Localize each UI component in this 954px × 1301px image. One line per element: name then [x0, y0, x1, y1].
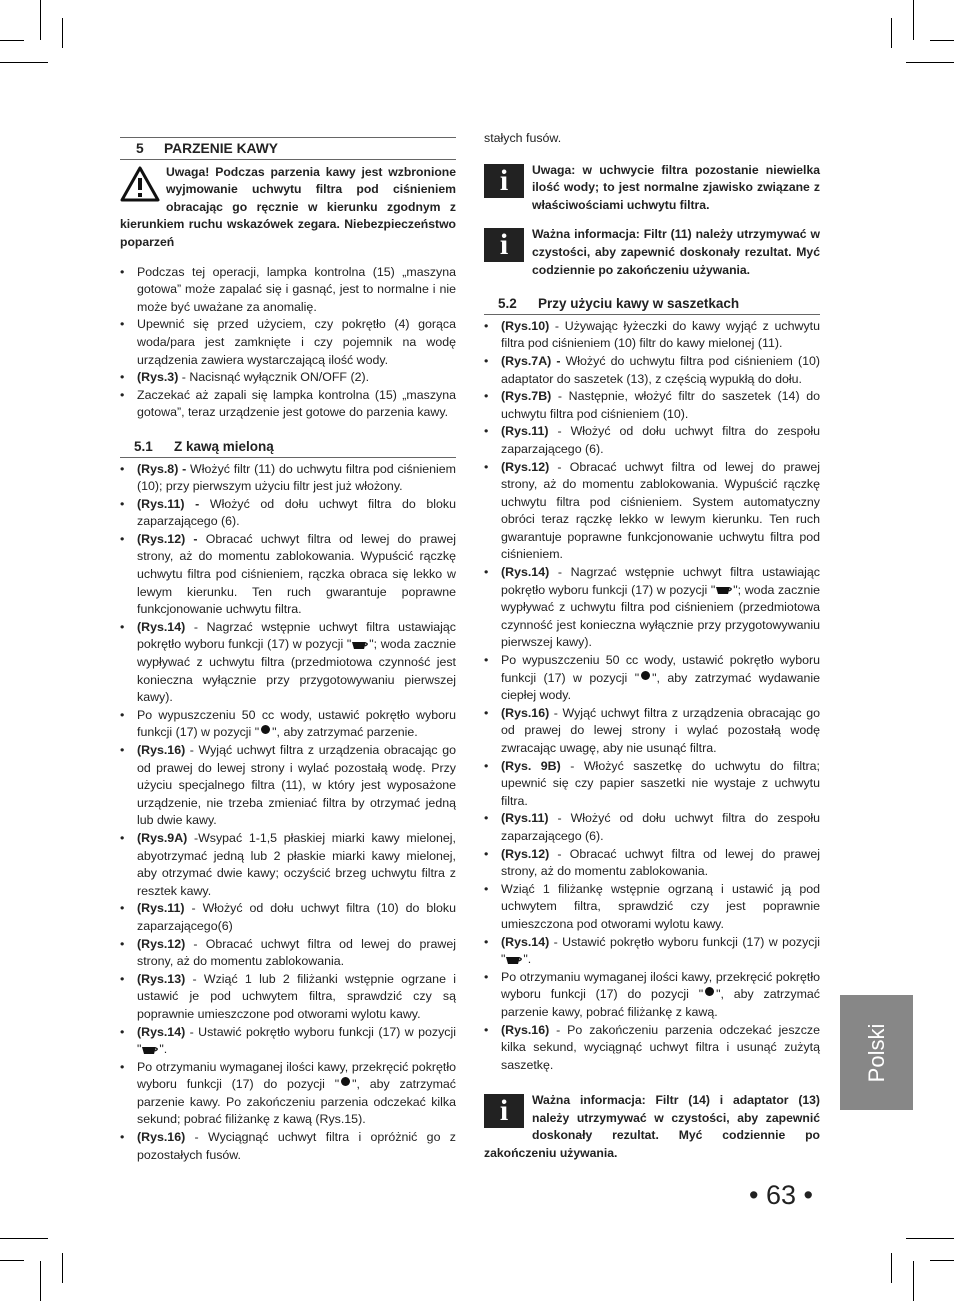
- list-item: [484, 934, 820, 969]
- subsection-number: 5.2: [498, 296, 517, 312]
- item-text: - Wyjąć uchwyt filtra z urządzenia obracając go od prawej do lewej strony i wylać pozostałą wodę. Przy użyciu specjalnego filtra (11), w który jest wyposażone urządzenie, nie trzeba zmieniać filtra by otrzymać jedną lub dwie kawy.: [137, 743, 456, 828]
- warning-text: Uwaga! Podczas parzenia kawy jest wzbronione wyjmowanie uchwytu filtra pod ciśnieniem obracając go ręcznie w kierunku zgodnym z kierunkiem ruchu wskazówek zegara. Niebezpieczeństwo poparzeń: [120, 164, 456, 249]
- item-text: - Obracać uchwyt filtra od lewej do prawej strony, aż do momentu zablokowania. Wypuścić rączkę uchwytu filtra pod ciśnieniem. System automatyczny obróci teraz rączkę lekko w lewym kierunku. Ten ruch gwarantuje poprawne funkcjonowanie uchwytu filtra pod ciśnieniem.: [501, 459, 820, 562]
- item-text: Włożyć do uchwytu filtra pod ciśnieniem (10) adaptator do saszetek (13), z częścią wypukłą do dołu.: [501, 353, 820, 386]
- figure-reference: (Rys.11) -: [137, 496, 200, 511]
- list-item: [484, 969, 820, 1022]
- item-text: - Obracać uchwyt filtra od lewej do prawej strony, aż do momentu zablokowania.: [501, 846, 820, 879]
- list-item: [120, 707, 456, 742]
- item-text: Po otrzymaniu wymaganej ilości kawy, przekręcić pokrętło wyboru funkcji (17) do pozycji ": [501, 969, 820, 1002]
- list-item: [120, 531, 456, 619]
- section-number: 5: [136, 141, 144, 156]
- list-item: [484, 318, 820, 353]
- figure-reference: (Rys.16): [501, 705, 550, 720]
- item-text: Po wypuszczeniu 50 cc wody, ustawić pokrętło wyboru funkcji (17) w pozycji ": [137, 707, 456, 740]
- item-text: - Wyciągnąć uchwyt filtra i opróżnić go z pozostałych fusów.: [137, 1130, 456, 1162]
- item-text-tail: ", aby zatrzymać wydawanie ciepłej wody.: [501, 670, 820, 703]
- list-item: [484, 388, 820, 423]
- item-text: - Następnie, włożyć filtr do saszetek (14) do uchwytu filtra pod ciśnieniem (10).: [501, 389, 820, 421]
- figure-reference: (Rys.12): [501, 846, 550, 861]
- item-text: Podczas tej operacji, lampka kontrolna (15) „maszyna gotowa” może zapalać się i gasnąć, jest to normalne i nie może być uważane za anomalię.: [137, 264, 456, 314]
- list-item: [120, 369, 456, 387]
- list-item: [484, 1022, 820, 1075]
- dot-icon: [261, 725, 270, 734]
- item-text-tail: ", aby zatrzymać parzenie.: [272, 725, 418, 740]
- item-text: - Wyjąć uchwyt filtra z urządzenia obracając go od prawej do lewej strony i wylać pozostałą wodę zwracając uwagę, aby nie usunąć filtra.: [501, 705, 820, 755]
- page-number: • 63 •: [749, 1180, 813, 1210]
- list-item: [484, 459, 820, 565]
- cup-icon: [505, 955, 523, 965]
- list-item: [120, 264, 456, 317]
- figure-reference: (Rys.11): [501, 811, 549, 826]
- crop-mark: [0, 1238, 48, 1239]
- list-item: [120, 1024, 456, 1059]
- info-text: Ważna informacja: Filtr (14) i adaptator (13) należy utrzymywać w czystości, aby zapewnić doskonały rezultat. Myć codziennie po zakończeniu używania.: [484, 1093, 820, 1161]
- info-box: [484, 1092, 820, 1162]
- warning-triangle-icon: [120, 166, 160, 202]
- item-text: Zaczekać aż zapali się lampka kontrolna (15) „maszyna gotowa”, teraz urządzenie jest gotowe do parzenia kawy.: [137, 387, 456, 420]
- subsection-title: Z kawą mieloną: [174, 438, 274, 454]
- figure-reference: (Rys.10): [501, 318, 550, 333]
- left-column: [120, 130, 456, 1164]
- info-icon: i: [484, 1094, 524, 1128]
- item-text: Po otrzymaniu wymaganej ilości kawy, przekręcić pokrętło wyboru funkcji (17) do pozycji ": [137, 1059, 456, 1092]
- figure-reference: (Rys. 9B): [501, 758, 561, 773]
- item-text-tail: ".: [523, 952, 532, 967]
- figure-reference: (Rys.7B): [501, 389, 552, 404]
- language-label: Polski: [863, 1023, 889, 1082]
- cup-icon: [141, 1045, 159, 1055]
- figure-reference: (Rys.9A): [137, 830, 188, 845]
- section-heading: [120, 137, 456, 160]
- figure-reference: (Rys.12): [501, 459, 550, 474]
- figure-reference: (Rys.14): [501, 934, 550, 949]
- crop-mark: [913, 1261, 914, 1301]
- item-text: - Włożyć od dołu uchwyt filtra do zespołu zaparzającego (6).: [501, 424, 820, 456]
- crop-mark: [40, 0, 41, 40]
- cup-icon: [715, 585, 733, 595]
- item-text-tail: "; woda zacznie wypływać z uchwytu filtra (przedmiotowa czynność jest konieczna wyłącznie przy przygotowywaniu pierwszej kawy).: [137, 637, 457, 705]
- item-text: Obracać uchwyt filtra od lewej do prawej strony, aż do momentu zablokowania. Wypuścić rączkę uchwytu filtra pod ciśnieniem, rączka obraca się lekko w lewym kierunku. Ten ruch gwarantuje poprawne funkcjonowanie uchwytu filtra.: [137, 531, 456, 617]
- dot-icon: [341, 1077, 350, 1086]
- crop-mark: [913, 0, 914, 40]
- info-box: [484, 226, 820, 279]
- info-box: [484, 162, 820, 215]
- info-icon: i: [484, 228, 524, 262]
- list-item: [120, 496, 456, 531]
- right-column: [484, 130, 820, 1175]
- item-text: - Ustawić pokrętło wyboru funkcji (17) w pozycji ": [501, 934, 820, 967]
- crop-mark: [930, 1260, 954, 1261]
- list-item: [120, 387, 456, 422]
- item-text: -Wsypać 1-1,5 płaskiej miarki kawy mielonej, abyotrzymać jedną lub 2 płaskie miarki kawy mielonej, aby otrzymać dwie kawy; oczyścić brzeg uchwytu filtra z resztek kawy.: [137, 830, 456, 898]
- item-text: - Używając łyżeczki do kawy wyjąć z uchwytu filtra pod ciśnieniem (10) filtr do kawy mielonej (11).: [501, 318, 820, 351]
- item-text: Upewnić się przed użyciem, czy pokrętło (4) gorąca woda/para jest zamknięte i czy pojemnik na wodę urządzenia zawiera wystarczającą ilość wody.: [137, 317, 456, 367]
- list-item: [484, 564, 820, 652]
- figure-reference: (Rys.12) -: [137, 531, 198, 546]
- list-section5: [120, 264, 456, 422]
- figure-reference: (Rys.16): [501, 1022, 550, 1037]
- list-item: [484, 353, 820, 388]
- list-item: [120, 742, 456, 830]
- figure-reference: (Rys.11): [501, 424, 549, 439]
- list-section52: [484, 318, 820, 1075]
- crop-mark: [0, 1260, 24, 1261]
- list-item: [120, 971, 456, 1024]
- dot-icon: [705, 987, 714, 996]
- item-text: - Nagrzać wstępnie uchwyt filtra ustawiając pokrętło wyboru funkcji (17) w pozycji ": [137, 619, 456, 652]
- figure-reference: (Rys.16): [137, 743, 186, 757]
- language-tab: [840, 995, 913, 1110]
- crop-mark: [0, 40, 24, 41]
- crop-mark: [891, 1253, 892, 1283]
- figure-reference: (Rys.8) -: [137, 461, 187, 476]
- figure-reference: (Rys.12): [137, 936, 186, 951]
- item-text: - Nagrzać wstępnie uchwyt filtra ustawiając pokrętło wyboru funkcji (17) w pozycji ": [501, 565, 820, 597]
- crop-mark: [0, 62, 48, 63]
- list-item: [120, 1129, 456, 1164]
- list-item: [120, 316, 456, 369]
- crop-mark: [906, 1238, 954, 1239]
- list-item: [484, 758, 820, 811]
- info-text: Ważna informacja: Filtr (11) należy utrzymywać w czystości, aby zapewnić doskonały rezultat. Myć codziennie po zakończeniu używania.: [532, 227, 820, 277]
- item-text: - Obracać uchwyt filtra od lewej do prawej strony, aż do momentu zablokowania.: [137, 936, 456, 969]
- item-text-tail: ", aby zatrzymać parzenie kawy, pobrać filiżankę z kawą.: [501, 987, 820, 1019]
- list-item: [120, 936, 456, 971]
- figure-reference: (Rys.16): [137, 1130, 186, 1145]
- crop-mark: [40, 1261, 41, 1301]
- item-text-tail: ", aby zatrzymać parzenie kawy. Po zakończeniu parzenia odczekać kilka sekund; pobrać filiżankę z kawą (Rys.15).: [137, 1077, 456, 1127]
- item-text: - Wziąć 1 lub 2 filiżanki wstępnie ogrzane i ustawić je pod uchwytem filtra, sprawdzić czy są poprawnie umieszczone pod otworami wylotu kawy.: [137, 971, 456, 1021]
- list-item: [484, 423, 820, 458]
- list-section51: [120, 461, 456, 1165]
- crop-mark: [930, 40, 954, 41]
- item-text-tail: "; woda zacznie wypływać z uchwytu filtra pod ciśnieniem (przedmiotowa czynność jest konieczna wyłącznie przy przygotowywaniu pierwszej kawy).: [501, 582, 821, 650]
- crop-mark: [62, 1253, 63, 1283]
- list-item: [120, 900, 456, 935]
- item-text: - Włożyć saszetkę do uchwytu do filtra; upewnić się czy papier saszetki nie wystaje z uchwytu filtra.: [501, 758, 820, 808]
- continued-text: stałych fusów.: [484, 131, 562, 145]
- crop-mark: [906, 62, 954, 63]
- subsection-heading: [484, 293, 820, 315]
- item-text: - Włożyć od dołu uchwyt filtra do zespołu zaparzającego (6).: [501, 811, 820, 843]
- figure-reference: (Rys.11): [137, 901, 185, 916]
- list-item: [484, 652, 820, 705]
- list-item: [484, 881, 820, 934]
- figure-reference: (Rys.3): [137, 370, 179, 385]
- list-item: [484, 846, 820, 881]
- figure-reference: (Rys.7A) -: [501, 353, 561, 368]
- item-text: - Po zakończeniu parzenia odczekać jeszcze kilka sekund, wyciągnąć uchwyt filtra i usunąć zużytą saszetkę.: [501, 1022, 820, 1072]
- section-title: PARZENIE KAWY: [164, 141, 278, 156]
- dot-icon: [641, 671, 650, 680]
- warning-box: [120, 164, 456, 252]
- item-text: - Ustawić pokrętło wyboru funkcji (17) w pozycji ": [137, 1024, 456, 1057]
- item-text: Włożyć od dołu uchwyt filtra do bloku zaparzającego (6).: [137, 496, 457, 529]
- list-item: [120, 461, 456, 496]
- item-text: Włożyć filtr (11) do uchwytu filtra pod ciśnieniem (10); przy pierwszym użyciu filtr jest już włożony.: [137, 461, 457, 494]
- figure-reference: (Rys.14): [137, 619, 186, 634]
- info-text: Uwaga: w uchwycie filtra pozostanie niewielka ilość wody; to jest normalne zjawisko związane z właściwościami uchwytu filtra.: [532, 162, 820, 212]
- list-item: [120, 619, 456, 707]
- item-text: Wziąć 1 filiżankę wstępnie ogrzaną i ustawić ją pod uchwytem filtra, sprawdzić czy jest poprawnie umieszczona pod otworami wylotu kawy.: [501, 881, 820, 931]
- list-item: [120, 830, 456, 900]
- subsection-title: Przy użyciu kawy w saszetkach: [538, 296, 740, 312]
- item-text-tail: ".: [159, 1042, 168, 1057]
- item-text: - Nacisnąć wyłącznik ON/OFF (2).: [178, 370, 370, 385]
- figure-reference: (Rys.13): [137, 971, 186, 986]
- list-item: [484, 810, 820, 845]
- figure-reference: (Rys.14): [137, 1024, 186, 1039]
- figure-reference: (Rys.14): [501, 565, 550, 580]
- crop-mark: [891, 18, 892, 48]
- subsection-heading: [120, 436, 456, 458]
- list-item: [484, 705, 820, 758]
- item-text: Po wypuszczeniu 50 cc wody, ustawić pokrętło wyboru funkcji (17) w pozycji ": [501, 653, 820, 685]
- crop-mark: [62, 18, 63, 48]
- item-text: - Włożyć od dołu uchwyt filtra (10) do bloku zaparzającego(6): [137, 901, 456, 933]
- subsection-number: 5.1: [134, 438, 153, 454]
- cup-icon: [351, 640, 369, 650]
- list-item: [120, 1059, 456, 1129]
- info-icon: i: [484, 164, 524, 198]
